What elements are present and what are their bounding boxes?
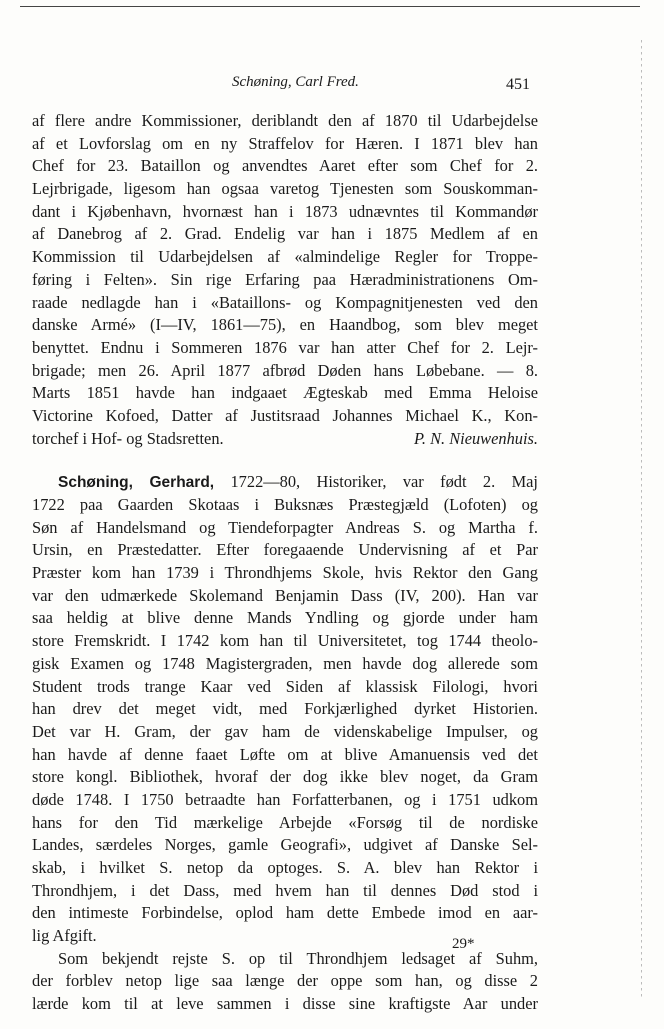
text-line: Kommission til Udarbejdelsen af «almindelige Regler for Troppe- bbox=[32, 247, 538, 267]
text-line: danske Armé» (I—IV, 1861—75), en Haandbog, som blev meget bbox=[32, 315, 538, 335]
text-line: Landes, særdeles Norges, gamle Geografi», udgivet af Danske Sel- bbox=[32, 835, 538, 855]
text-line: skab, i hvilket S. netop da optoges. S. A. blev han Rektor i bbox=[32, 858, 538, 877]
text-line: hans for den Tid mærkelige Arbejde «Forsøg til de nordiske bbox=[32, 812, 538, 832]
text-line: døde 1748. I 1750 betraadte han Forfatterbanen, og i 1751 udkom bbox=[32, 789, 538, 809]
page-body bbox=[32, 110, 538, 1016]
text-line: dant i Kjøbenhavn, hvornæst han i 1873 udnævntes til Kommandør bbox=[32, 201, 538, 221]
paragraph bbox=[32, 948, 538, 1016]
text-line: Throndhjem, i det Dass, med hvem han til dennes Død stod i bbox=[32, 880, 538, 900]
page-number: 451 bbox=[506, 76, 530, 93]
text-line: lærde kom til at leve sammen i disse sine kraftigste Aar under bbox=[32, 994, 538, 1014]
text-line: Præster kom han 1739 i Throndhjems Skole, hvis Rektor den Gang bbox=[32, 563, 538, 583]
text-line: af flere andre Kommissioner, deriblandt den af 1870 til Udarbejdelse bbox=[32, 111, 538, 130]
text-line: Det var H. Gram, der gav ham de videnskabelige Impulser, og bbox=[32, 721, 538, 741]
text-line: brigade; men 26. April 1877 afbrød Døden hans Løbebane. — 8. bbox=[32, 360, 538, 380]
entry-schoning-gerhard bbox=[32, 471, 538, 947]
text-line: gisk Examen og 1748 Magistergraden, men havde dog allerede som bbox=[32, 653, 538, 673]
text-line-first bbox=[32, 471, 538, 494]
text-line: store Fremskridt. I 1742 kom han til Universitetet, tog 1744 theolo- bbox=[32, 631, 538, 651]
text-line: føring i Felten». Sin rige Erfaring paa Hæradministrationens Om- bbox=[32, 269, 538, 289]
scan-edge-marks bbox=[641, 40, 642, 999]
top-rule bbox=[20, 6, 640, 7]
text-fragment: torchef i Hof- og Stadsretten. bbox=[32, 428, 224, 448]
text-line: af Danebrog af 2. Grad. Endelig var han i 1875 Medlem af en bbox=[32, 224, 538, 244]
text-fragment: 1722—80, Historiker, var født 2. Maj bbox=[214, 472, 538, 492]
text-line: Chef for 23. Bataillon og anvendtes Aaret efter som Chef for 2. bbox=[32, 156, 538, 176]
entry-heading: Schøning, Gerhard, bbox=[58, 474, 215, 492]
text-line: 1722 paa Gaarden Skotaas i Buksnæs Præstegjæld (Lofoten) og bbox=[32, 495, 538, 514]
text-line: benyttet. Endnu i Sommeren 1876 var han atter Chef for 2. Lejr- bbox=[32, 337, 538, 357]
text-line: Student trods trange Kaar ved Siden af klassisk Filologi, hvori bbox=[32, 676, 538, 696]
text-line-last: lig Afgift. bbox=[32, 926, 97, 946]
text-line: saa heldig at blive denne Mands Yndling og gjorde under ham bbox=[32, 608, 538, 628]
text-line: Marts 1851 havde han indgaaet Ægteskab med Emma Heloise bbox=[32, 383, 538, 403]
text-line: Victorine Kofoed, Datter af Justitsraad Johannes Michael K., Kon- bbox=[32, 405, 538, 425]
text-line: Lejrbrigade, ligesom han ogsaa varetog Tjenesten som Souskomman- bbox=[32, 179, 538, 199]
text-line: Ursin, en Præstedatter. Efter foregaaende Undervisning af et Par bbox=[32, 540, 538, 560]
text-line: af et Lovforslag om en ny Straffelov for Hæren. I 1871 blev han bbox=[32, 133, 538, 153]
paragraph-continued bbox=[32, 110, 538, 450]
paragraph-gap bbox=[32, 450, 538, 471]
text-line: den intimeste Forbindelse, oplod ham dette Embede imod en aar- bbox=[32, 903, 538, 923]
text-line-last bbox=[32, 428, 538, 451]
text-line: var den udmærkede Skolemand Benjamin Dass (IV, 200). Han var bbox=[32, 585, 538, 605]
text-line: han havde af denne faaet Løfte om at blive Amanuensis ved det bbox=[32, 744, 538, 764]
text-line: raade nedlagde han i «Bataillons- og Kompagnitjenesten ved den bbox=[32, 292, 538, 312]
text-line: der forblev netop lige saa længe der oppe som han, og disse 2 bbox=[32, 971, 538, 991]
text-line: Søn af Handelsmand og Tiendeforpagter Andreas S. og Martha f. bbox=[32, 517, 538, 537]
printer-signature-mark: 29* bbox=[452, 936, 475, 952]
text-line: store kongl. Bibliothek, hvoraf der dog ikke blev noget, da Gram bbox=[32, 767, 538, 787]
author-signature: P. N. Nieuwenhuis. bbox=[413, 428, 538, 448]
page-header bbox=[0, 74, 664, 94]
running-head: Schøning, Carl Fred. bbox=[232, 74, 359, 90]
text-line: han drev det meget vidt, med Forkjærlighed dyrket Historien. bbox=[32, 699, 538, 719]
text-line-first: Som bekjendt rejste S. op til Throndhjem ledsaget af Suhm, bbox=[58, 948, 538, 968]
